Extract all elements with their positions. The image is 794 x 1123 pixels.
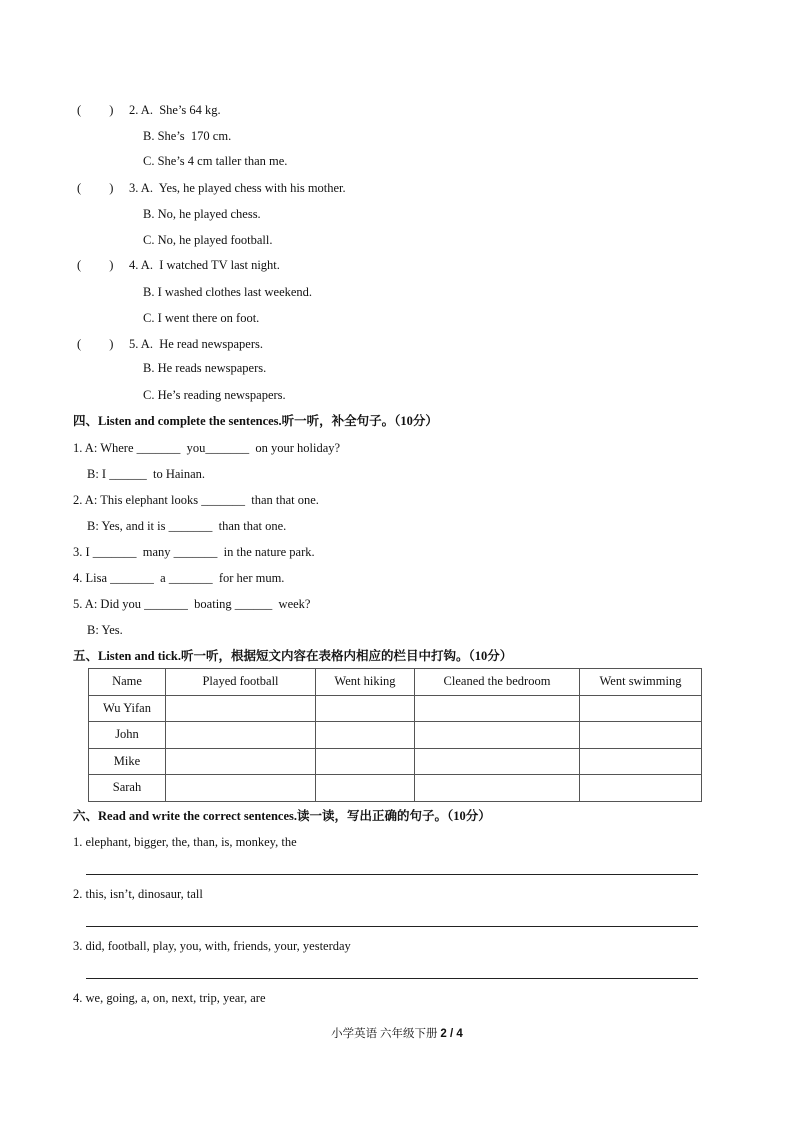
s4-line-3: 3. I _______ many _______ in the nature park. (73, 545, 315, 559)
answer-line (86, 926, 698, 927)
tick-cell (316, 722, 415, 749)
s4-line-2b: B: Yes, and it is _______ than that one. (87, 519, 287, 533)
row-name: John (89, 722, 166, 749)
tick-cell (316, 748, 415, 775)
section-6-heading: 六、Read and write the correct sentences.读一读，写出正确的句子。（10分） (73, 809, 491, 823)
page-footer (0, 1025, 794, 1041)
answer-bracket: ( ) (77, 258, 114, 272)
tick-cell (580, 695, 702, 722)
column-header: Went hiking (316, 669, 415, 696)
answer-bracket: ( ) (77, 103, 114, 117)
tick-cell (415, 722, 580, 749)
tick-cell (415, 775, 580, 802)
tick-cell (166, 748, 316, 775)
tick-cell (580, 722, 702, 749)
option-b: B. He reads newspapers. (143, 361, 267, 375)
column-header: Played football (166, 669, 316, 696)
column-header: Went swimming (580, 669, 702, 696)
tick-cell (166, 722, 316, 749)
row-name: Mike (89, 748, 166, 775)
tick-cell (415, 748, 580, 775)
s4-line-5b: B: Yes. (87, 623, 123, 637)
tick-cell (316, 695, 415, 722)
s4-line-1b: B: I ______ to Hainan. (87, 467, 206, 481)
section-4-heading: 四、Listen and complete the sentences.听一听，补全句子。（10分） (73, 414, 438, 428)
column-header: Cleaned the bedroom (415, 669, 580, 696)
s4-line-1: 1. A: Where _______ you_______ on your holiday? (73, 441, 341, 455)
tick-cell (580, 748, 702, 775)
row-name: Sarah (89, 775, 166, 802)
page-number: 2 / 4 (440, 1028, 463, 1040)
tick-cell (580, 775, 702, 802)
option-a: 5. A. He read newspapers. (129, 337, 263, 351)
tick-cell (316, 775, 415, 802)
tick-table (88, 668, 702, 802)
option-a: 4. A. I watched TV last night. (129, 258, 280, 272)
option-c: C. She’s 4 cm taller than me. (143, 154, 288, 168)
table-row (89, 695, 702, 722)
section-5-heading: 五、Listen and tick.听一听，根据短文内容在表格内相应的栏目中打钩。（10分） (73, 649, 513, 663)
option-b: B. No, he played chess. (143, 207, 261, 221)
footer-subject: 小学英语 六年级下册 (331, 1028, 441, 1040)
answer-bracket: ( ) (77, 337, 114, 351)
answer-line (86, 874, 698, 875)
table-header-row (89, 669, 702, 696)
column-header: Name (89, 669, 166, 696)
s6-item-2: 2. this, isn’t, dinosaur, tall (73, 887, 203, 901)
option-c: C. He’s reading newspapers. (143, 388, 286, 402)
answer-line (86, 978, 698, 979)
table-row (89, 748, 702, 775)
s6-item-3: 3. did, football, play, you, with, friends, your, yesterday (73, 939, 351, 953)
s4-line-4: 4. Lisa _______ a _______ for her mum. (73, 571, 285, 585)
tick-cell (166, 695, 316, 722)
s4-line-5: 5. A: Did you _______ boating ______ week? (73, 597, 311, 611)
option-c: C. No, he played football. (143, 233, 273, 247)
row-name: Wu Yifan (89, 695, 166, 722)
tick-cell (415, 695, 580, 722)
tick-cell (166, 775, 316, 802)
option-a: 3. A. Yes, he played chess with his mother. (129, 181, 346, 195)
answer-bracket: ( ) (77, 181, 114, 195)
option-b: B. She’s 170 cm. (143, 129, 232, 143)
option-c: C. I went there on foot. (143, 311, 260, 325)
s6-item-4: 4. we, going, a, on, next, trip, year, are (73, 991, 266, 1005)
table-row (89, 722, 702, 749)
s4-line-2: 2. A: This elephant looks _______ than that one. (73, 493, 319, 507)
table-row (89, 775, 702, 802)
option-b: B. I washed clothes last weekend. (143, 285, 313, 299)
option-a: 2. A. She’s 64 kg. (129, 103, 221, 117)
s6-item-1: 1. elephant, bigger, the, than, is, monkey, the (73, 835, 297, 849)
